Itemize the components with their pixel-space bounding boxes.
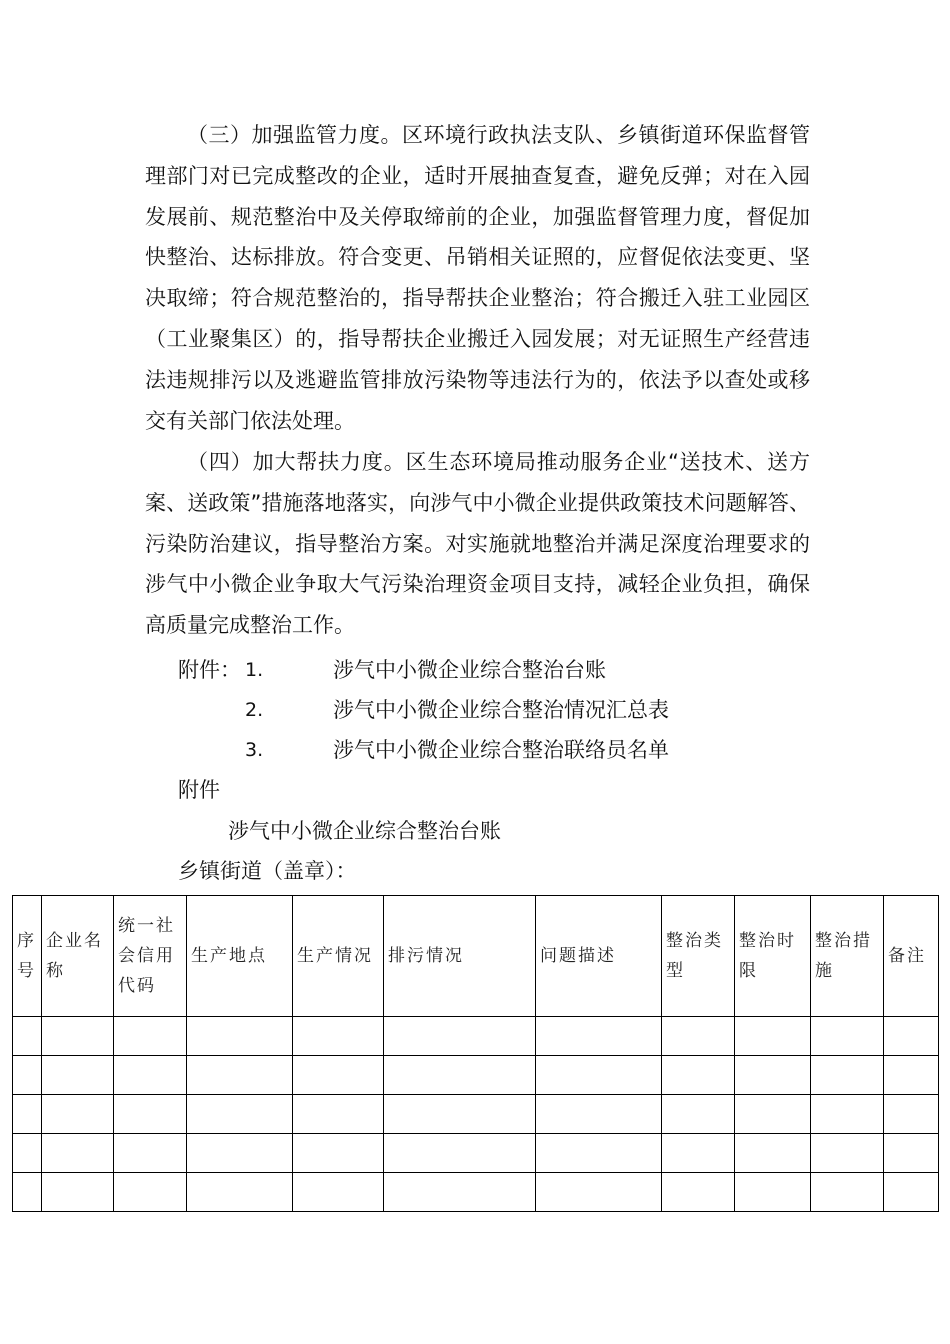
header-cell: 统一社会信用代码 [114,896,187,1017]
appendix-label: 附件 [178,778,220,802]
table-cell [42,1017,114,1056]
table-cell [536,1134,662,1173]
table-cell [114,1173,187,1212]
attachment-item-2 [0,690,950,730]
table-cell [42,1173,114,1212]
table-cell [293,1173,384,1212]
table-cell [114,1017,187,1056]
table-cell [13,1095,42,1134]
attachment-title: 涉气中小微企业综合整治联络员名单 [333,738,669,762]
ledger-table [12,895,939,1212]
table-cell [293,1017,384,1056]
table-row [13,1134,939,1173]
table-cell [662,1056,735,1095]
table-cell [187,1095,293,1134]
table-cell [384,1134,536,1173]
header-cell: 整治措施 [811,896,884,1017]
table-cell [884,1173,939,1212]
attachment-item-3 [0,730,950,770]
table-cell [42,1134,114,1173]
table-cell [187,1017,293,1056]
table-row [13,1173,939,1212]
table-cell [735,1095,811,1134]
table-cell [811,1017,884,1056]
table-cell [13,1134,42,1173]
table-cell [384,1017,536,1056]
table-cell [13,1173,42,1212]
attachment-title: 涉气中小微企业综合整治台账 [333,658,606,682]
table-cell [293,1134,384,1173]
attachment-label: 附件： [178,658,241,682]
header-cell: 整治时限 [735,896,811,1017]
attachment-number: 3. [245,739,264,761]
table-cell [811,1056,884,1095]
table-cell [384,1095,536,1134]
table-cell [811,1134,884,1173]
attachment-title: 涉气中小微企业综合整治情况汇总表 [333,698,669,722]
table-cell [536,1056,662,1095]
table-cell [811,1095,884,1134]
header-cell: 序号 [13,896,42,1017]
table-cell [735,1017,811,1056]
header-cell: 备注 [884,896,939,1017]
paragraph-increase-assistance: （四）加大帮扶力度。区生态环境局推动服务企业“送技术、送方案、送政策”措施落地落实，向涉气中小微企业提供政策技术问题解答、污染防治建议，指导整治方案。对实施就地整治并满足深度治理要求的涉气中小微企业争取大气污染治理资金项目支持，减轻企业负担，确保高质量完成整治工作。 [145,450,810,638]
table-cell [735,1134,811,1173]
stamp-line: 乡镇街道（盖章）： [178,859,357,883]
table-cell [13,1056,42,1095]
header-cell: 问题描述 [536,896,662,1017]
table-cell [735,1173,811,1212]
attachment-item-1 [0,650,950,690]
header-cell: 整治类型 [662,896,735,1017]
header-cell: 生产地点 [187,896,293,1017]
paragraph-strengthen-supervision: （三）加强监管力度。区环境行政执法支队、乡镇街道环保监督管理部门对已完成整改的企业，适时开展抽查复查，避免反弹；对在入园发展前、规范整治中及关停取缔前的企业，加强监督管理力度，督促加快整治、达标排放。符合变更、吊销相关证照的，应督促依法变更、坚决取缔；符合规范整治的，指导帮扶企业整治；符合搬迁入驻工业园区（工业聚集区）的，指导帮扶企业搬迁入园发展；对无证照生产经营违法违规排污以及逃避监管排放污染物等违法行为的，依法予以查处或移交有关部门依法处理。 [145,123,810,433]
table-cell [662,1017,735,1056]
table-cell [884,1017,939,1056]
attachment-number: 1. [245,659,264,681]
table-cell [187,1056,293,1095]
table-cell [114,1134,187,1173]
table-cell [384,1056,536,1095]
table-body [13,1017,939,1212]
table-cell [884,1134,939,1173]
table-cell [42,1095,114,1134]
table-cell [384,1173,536,1212]
table-row [13,1056,939,1095]
table-cell [293,1095,384,1134]
table-cell [811,1173,884,1212]
table-cell [662,1095,735,1134]
table-row [13,1095,939,1134]
table-cell [662,1134,735,1173]
table-cell [13,1017,42,1056]
table-cell [735,1056,811,1095]
table-cell [536,1173,662,1212]
table-cell [662,1173,735,1212]
table-cell [114,1095,187,1134]
table-cell [536,1017,662,1056]
attachment-number: 2. [245,699,264,721]
table-cell [884,1056,939,1095]
table-header-row [13,896,939,1017]
table-title: 涉气中小微企业综合整治台账 [228,819,501,843]
table-row [13,1017,939,1056]
table-cell [187,1173,293,1212]
table-cell [187,1134,293,1173]
table-cell [293,1056,384,1095]
header-cell: 排污情况 [384,896,536,1017]
table-cell [536,1095,662,1134]
table-cell [42,1056,114,1095]
table-cell [884,1095,939,1134]
header-cell: 生产情况 [293,896,384,1017]
table-cell [114,1056,187,1095]
header-cell: 企业名称 [42,896,114,1017]
